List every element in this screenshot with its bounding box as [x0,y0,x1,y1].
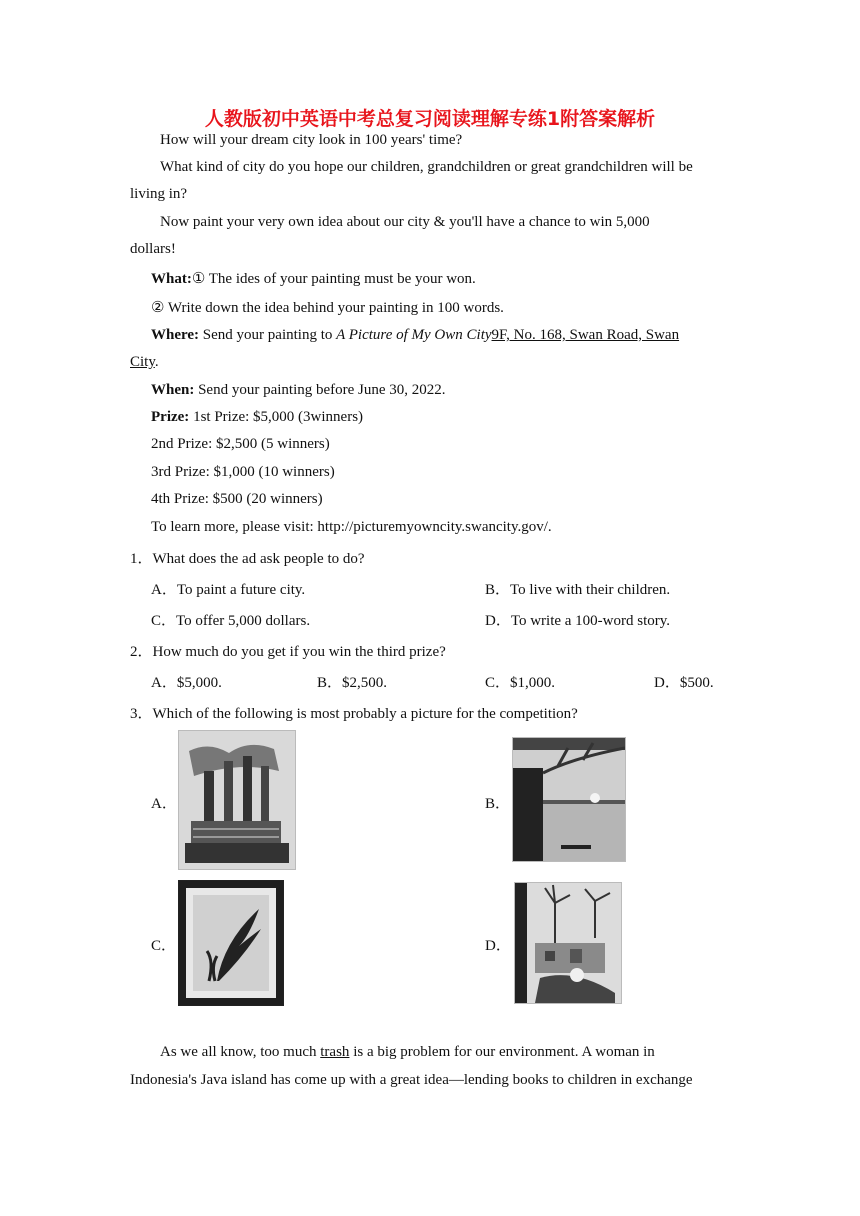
q1-option-b: B．To live with their children. [485,582,671,598]
ad-question: How will your dream city look in 100 years' time? [160,132,463,148]
q2-option-b: B．$2,500. [317,675,388,691]
question-2: 2．How much do you get if you win the third prize? [130,644,446,660]
q2-option-d: D．$500. [654,675,714,691]
q3-option-d-label: D． [485,938,511,954]
q1-option-c: C．To offer 5,000 dollars. [151,613,311,629]
where-text: Send your painting to [199,327,337,343]
where-address-2: City [130,354,155,370]
ad-paragraph-2-line2: living in? [130,186,188,202]
prize-4: 4th Prize: $500 (20 winners) [151,491,323,507]
when-label: When: [151,382,195,398]
factory-smokestacks-picture [178,730,296,870]
what-line-1 [151,269,476,288]
prize-2: 2nd Prize: $2,500 (5 winners) [151,436,330,452]
passage-2-text-before: As we all know, too much [160,1044,321,1060]
ad-paragraph-3-line2: dollars! [130,241,176,257]
prize-line [151,409,363,426]
where-address: 9F, No. 168, Swan Road, Swan [491,327,680,343]
when-line [151,382,446,399]
ad-paragraph-3-line1: Now paint your very own idea about our city & you'll have a chance to win 5,000 [160,214,650,230]
q2-option-c: C．$1,000. [485,675,556,691]
page-title: 人教版初中英语中考总复习阅读理解专练1附答案解析 [204,108,656,130]
passage-2-line1 [160,1044,655,1061]
passage-2-text-after: is a big problem for our environment. A woman in [349,1044,655,1060]
prize-1: 1st Prize: $5,000 (3winners) [189,409,364,425]
window-tree-picture [512,737,626,862]
q3-option-a-label: A． [151,796,177,812]
question-1: 1．What does the ad ask people to do? [130,551,365,567]
q3-option-c-label: C． [151,938,177,954]
what-item-1: ① The ides of your painting must be your won. [191,271,476,287]
underlined-word-trash: trash [320,1044,350,1060]
q3-option-b-label: B． [485,796,511,812]
what-item-2: ② Write down the idea behind your painting in 100 words. [151,300,504,316]
q1-option-a: A．To paint a future city. [151,582,306,598]
framed-plant-picture [178,880,284,1006]
q1-option-d: D．To write a 100-word story. [485,613,671,629]
what-label: What: [151,271,192,287]
prize-3: 3rd Prize: $1,000 (10 winners) [151,464,335,480]
wind-turbine-city-picture [514,882,622,1004]
where-italic: A Picture of My Own City [336,327,492,343]
prize-label: Prize: [151,409,190,425]
learn-more: To learn more, please visit: http://picturemyowncity.swancity.gov/. [151,519,552,535]
question-3: 3．Which of the following is most probably a picture for the competition? [130,706,578,722]
where-line-2 [130,354,159,371]
ad-paragraph-2-line1: What kind of city do you hope our children, grandchildren or great grandchildren will be [160,159,693,175]
passage-2-line2: Indonesia's Java island has come up with a great idea—lending books to children in exchange [130,1072,693,1088]
where-label: Where: [151,327,200,343]
where-line [151,327,679,344]
q2-option-a: A．$5,000. [151,675,222,691]
where-end: . [154,354,159,370]
when-text: Send your painting before June 30, 2022. [194,382,446,398]
